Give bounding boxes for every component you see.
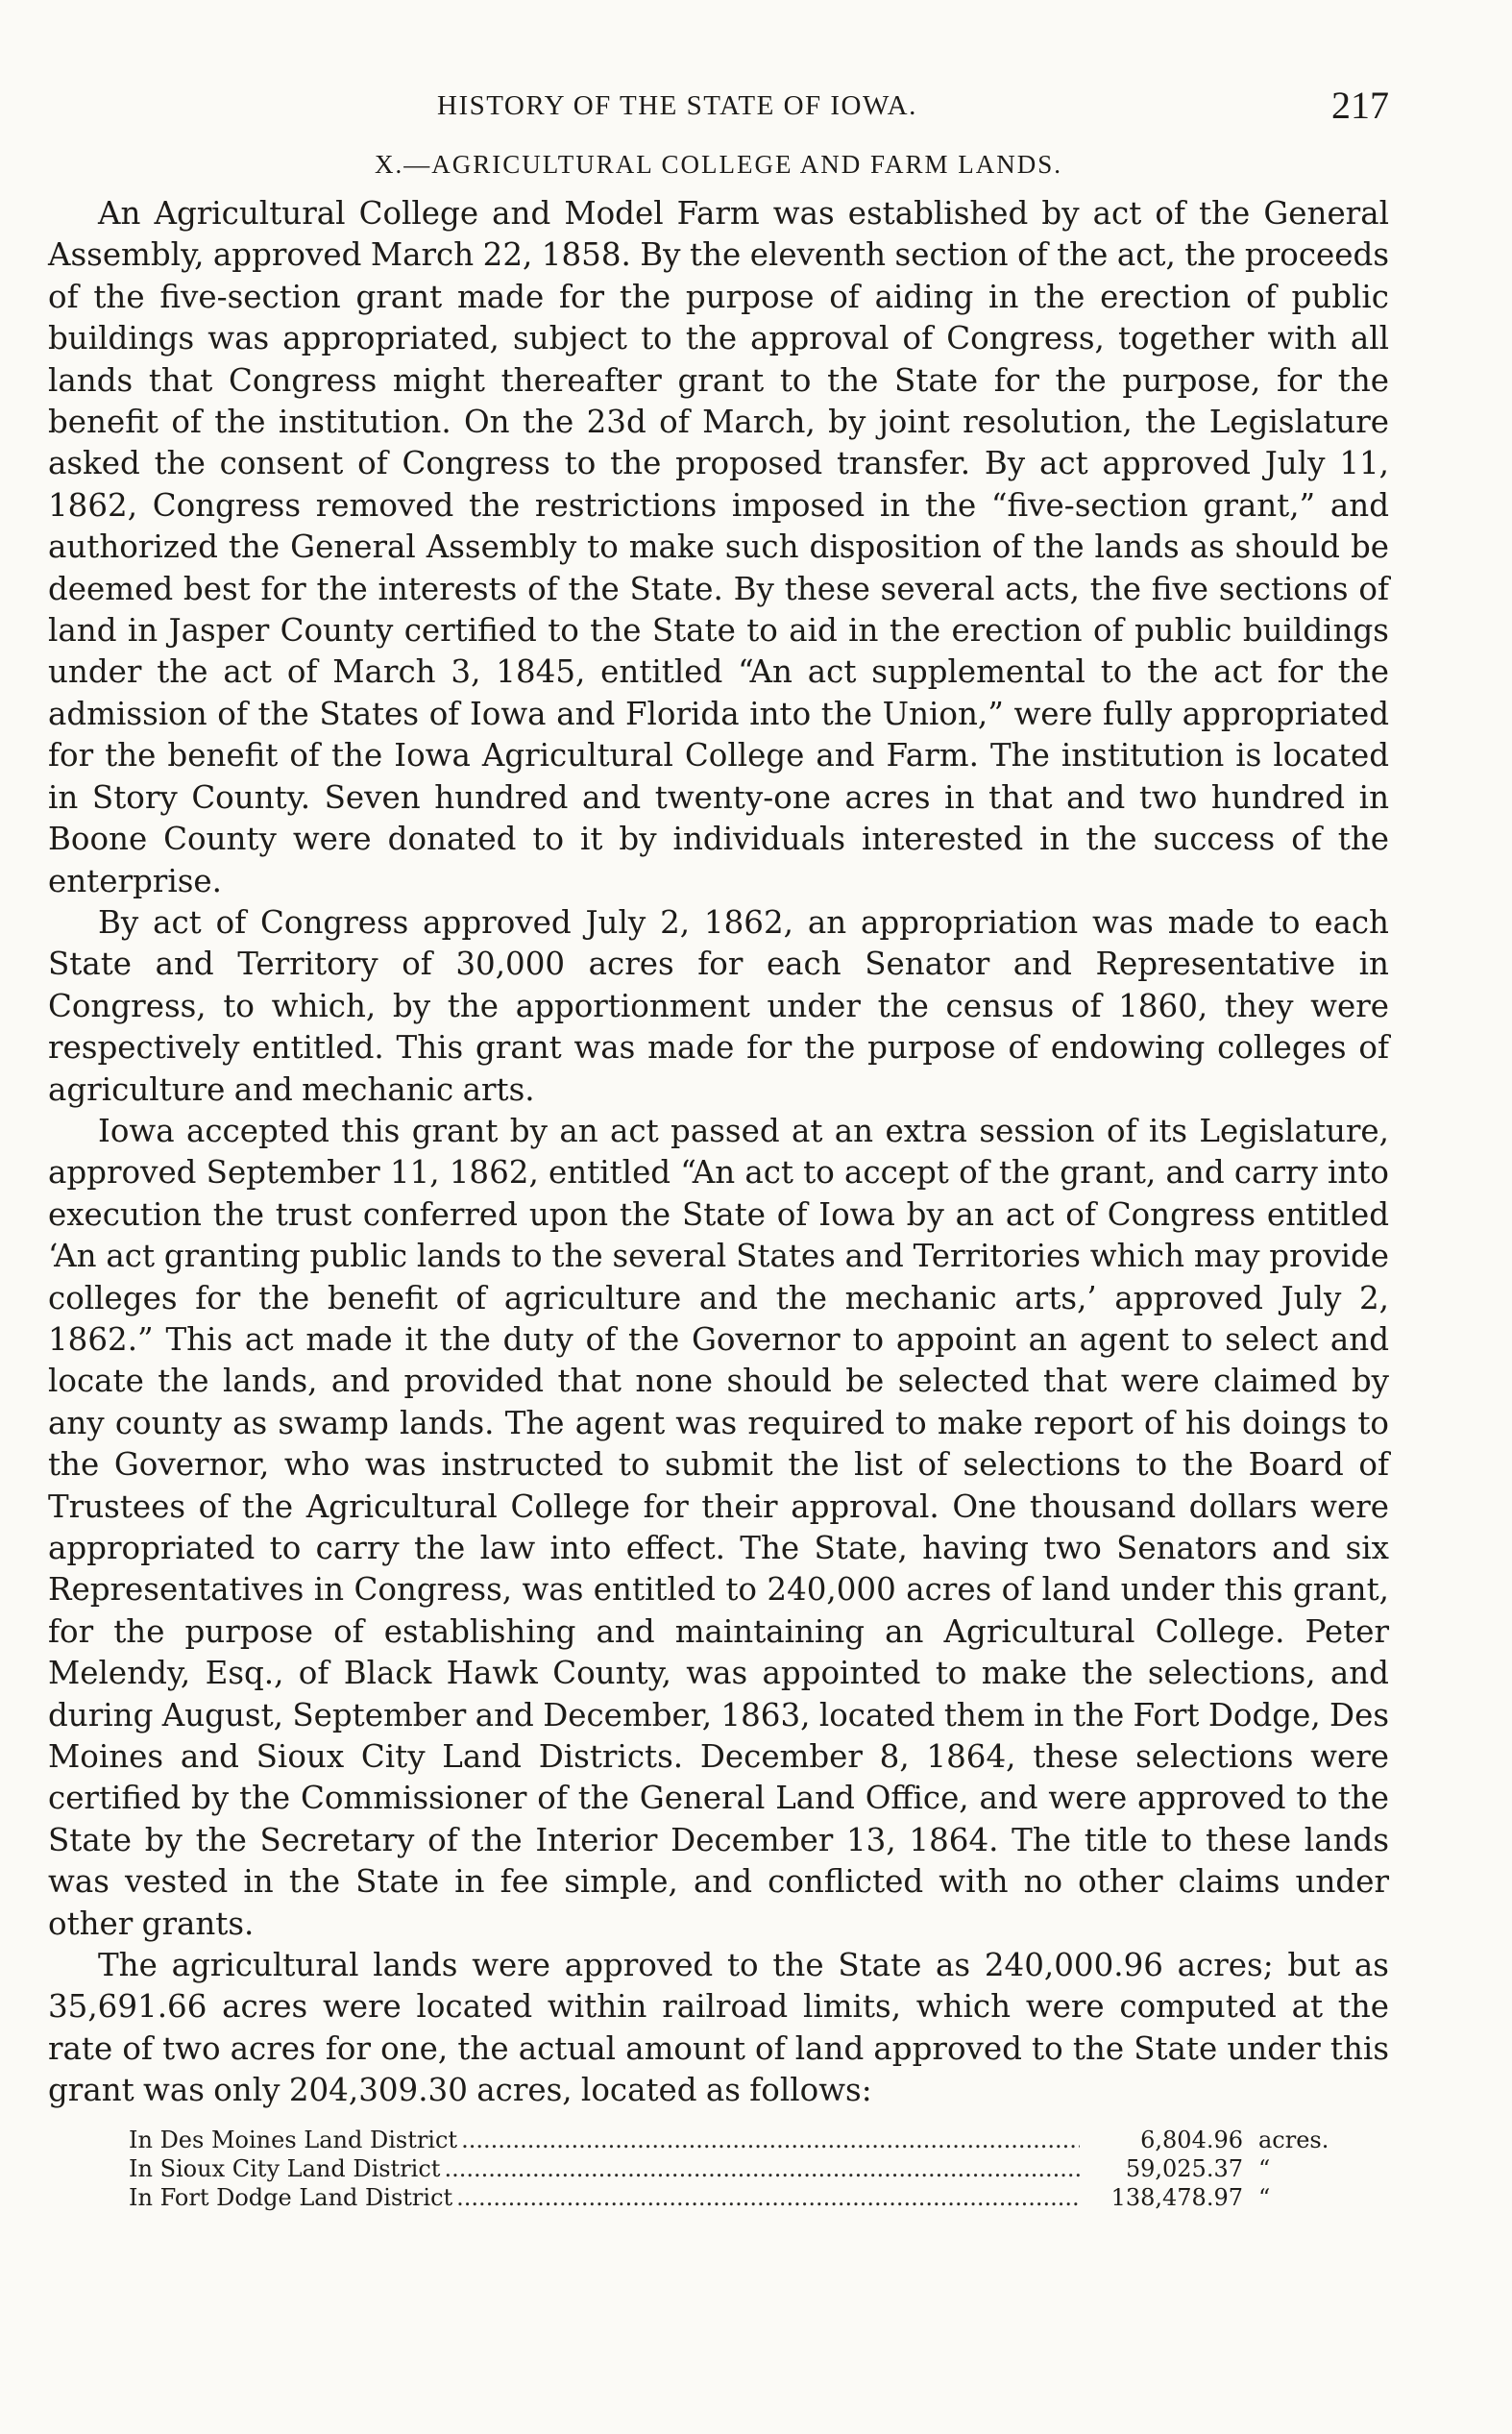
paragraph-3: Iowa accepted this grant by an act passed at an extra session of its Legislature, approved September 11, 1862, entitled “An act to accept of the grant, and carry into execution the trust conferred upon the State of Iowa by an act of Congress entitled ‘An act granting public lands to the several States and Territories which may provide colleges for the benefit of agriculture and the mechanic arts,’ approved July 2, 1862.” This act made it the duty of the Governor to appoint an agent to select and locate the lands, and provided that none should be selected that were claimed by any county as swamp lands. The agent was required to make report of his doings to the Governor, who was instructed to submit the list of selections to the Board of Trustees of the Agricultural College for their approval. One thousand dollars were appropriated to carry the law into effect. The State, having two Senators and six Representatives in Congress, was entitled to 240,000 acres of land under this grant, for the purpose of establishing and maintaining an Agricultural College. Peter Melendy, Esq., of Black Hawk County, was appointed to make the selections, and during August, September and December, 1863, located them in the Fort Dodge, Des Moines and Sioux City Land Districts. December 8, 1864, these selections were certified by the Commissioner of the General Land Office, and were approved to the State by the Secretary of the Interior December 13, 1864. The title to these lands was vested in the State in fee simple, and conflicted with no other claims under other grants.: [48, 1112, 1389, 1942]
paragraph-4: The agricultural lands were approved to the State as 240,000.96 acres; but as 35,691.66 acres were located within railroad limits, which were computed at the rate of two acres for one, the actual amount of land approved to the State under this grant was only 204,309.30 acres, located as follows:: [48, 1947, 1389, 2109]
district-label: In Sioux City Land District: [129, 2154, 441, 2182]
district-acreage: 59,025.37: [1125, 2154, 1243, 2182]
paragraph-2: By act of Congress approved July 2, 1862, an appropriation was made to each State and Territory of 30,000 acres for each Senator and Representative in Congress, to which, by the apportionment under the census of 1860, they were respectively entitled. This grant was made for the purpose of endowing colleges of agriculture and mechanic arts.: [48, 903, 1389, 1108]
page-number: 217: [1331, 84, 1389, 127]
ditto-mark: “: [1258, 2154, 1271, 2182]
body-text: [48, 193, 1389, 2112]
land-district-row: [129, 2154, 1345, 2183]
acreage-unit: acres.: [1258, 2126, 1329, 2153]
land-district-row: [129, 2126, 1345, 2154]
dot-leader: [440, 2154, 1080, 2183]
land-district-row: [129, 2183, 1345, 2212]
district-label: In Des Moines Land District: [129, 2126, 458, 2153]
running-head: [48, 85, 1389, 135]
paragraph-1: An Agricultural College and Model Farm was established by act of the General Assembly, approved March 22, 1858. By the eleventh section of the act, the proceeds of the five-section grant made for the purpose of aiding in the erection of public buildings was appropriated, subject to the approval of Congress, together with all lands that Congress might thereafter grant to the State for the purpose, for the benefit of the institution. On the 23d of March, by joint resolution, the Legislature asked the consent of Congress to the proposed transfer. By act approved July 11, 1862, Congress removed the restrictions imposed in the “five-section grant,” and authorized the General Assembly to make such disposition of the lands as should be deemed best for the interests of the State. By these several acts, the five sections of land in Jasper County certified to the State to aid in the erection of public buildings under the act of March 3, 1845, entitled “An act supplemental to the act for the admission of the States of Iowa and Florida into the Union,” were fully appropriated for the benefit of the Iowa Agricultural College and Farm. The institution is located in Story County. Seven hundred and twenty-one acres in that and two hundred in Boone County were donated to it by individuals interested in the success of the enterprise.: [48, 195, 1389, 899]
section-heading: X.—AGRICULTURAL COLLEGE AND FARM LANDS.: [374, 150, 1063, 179]
dot-leader: [452, 2183, 1080, 2212]
district-acreage: 138,478.97: [1110, 2183, 1243, 2211]
land-district-table: [129, 2126, 1345, 2212]
district-acreage: 6,804.96: [1140, 2126, 1243, 2153]
ditto-mark: “: [1258, 2183, 1271, 2211]
running-title: HISTORY OF THE STATE OF IOWA.: [437, 90, 917, 121]
district-label: In Fort Dodge Land District: [129, 2183, 453, 2211]
book-page: [48, 85, 1389, 2212]
dot-leader: [457, 2126, 1080, 2154]
